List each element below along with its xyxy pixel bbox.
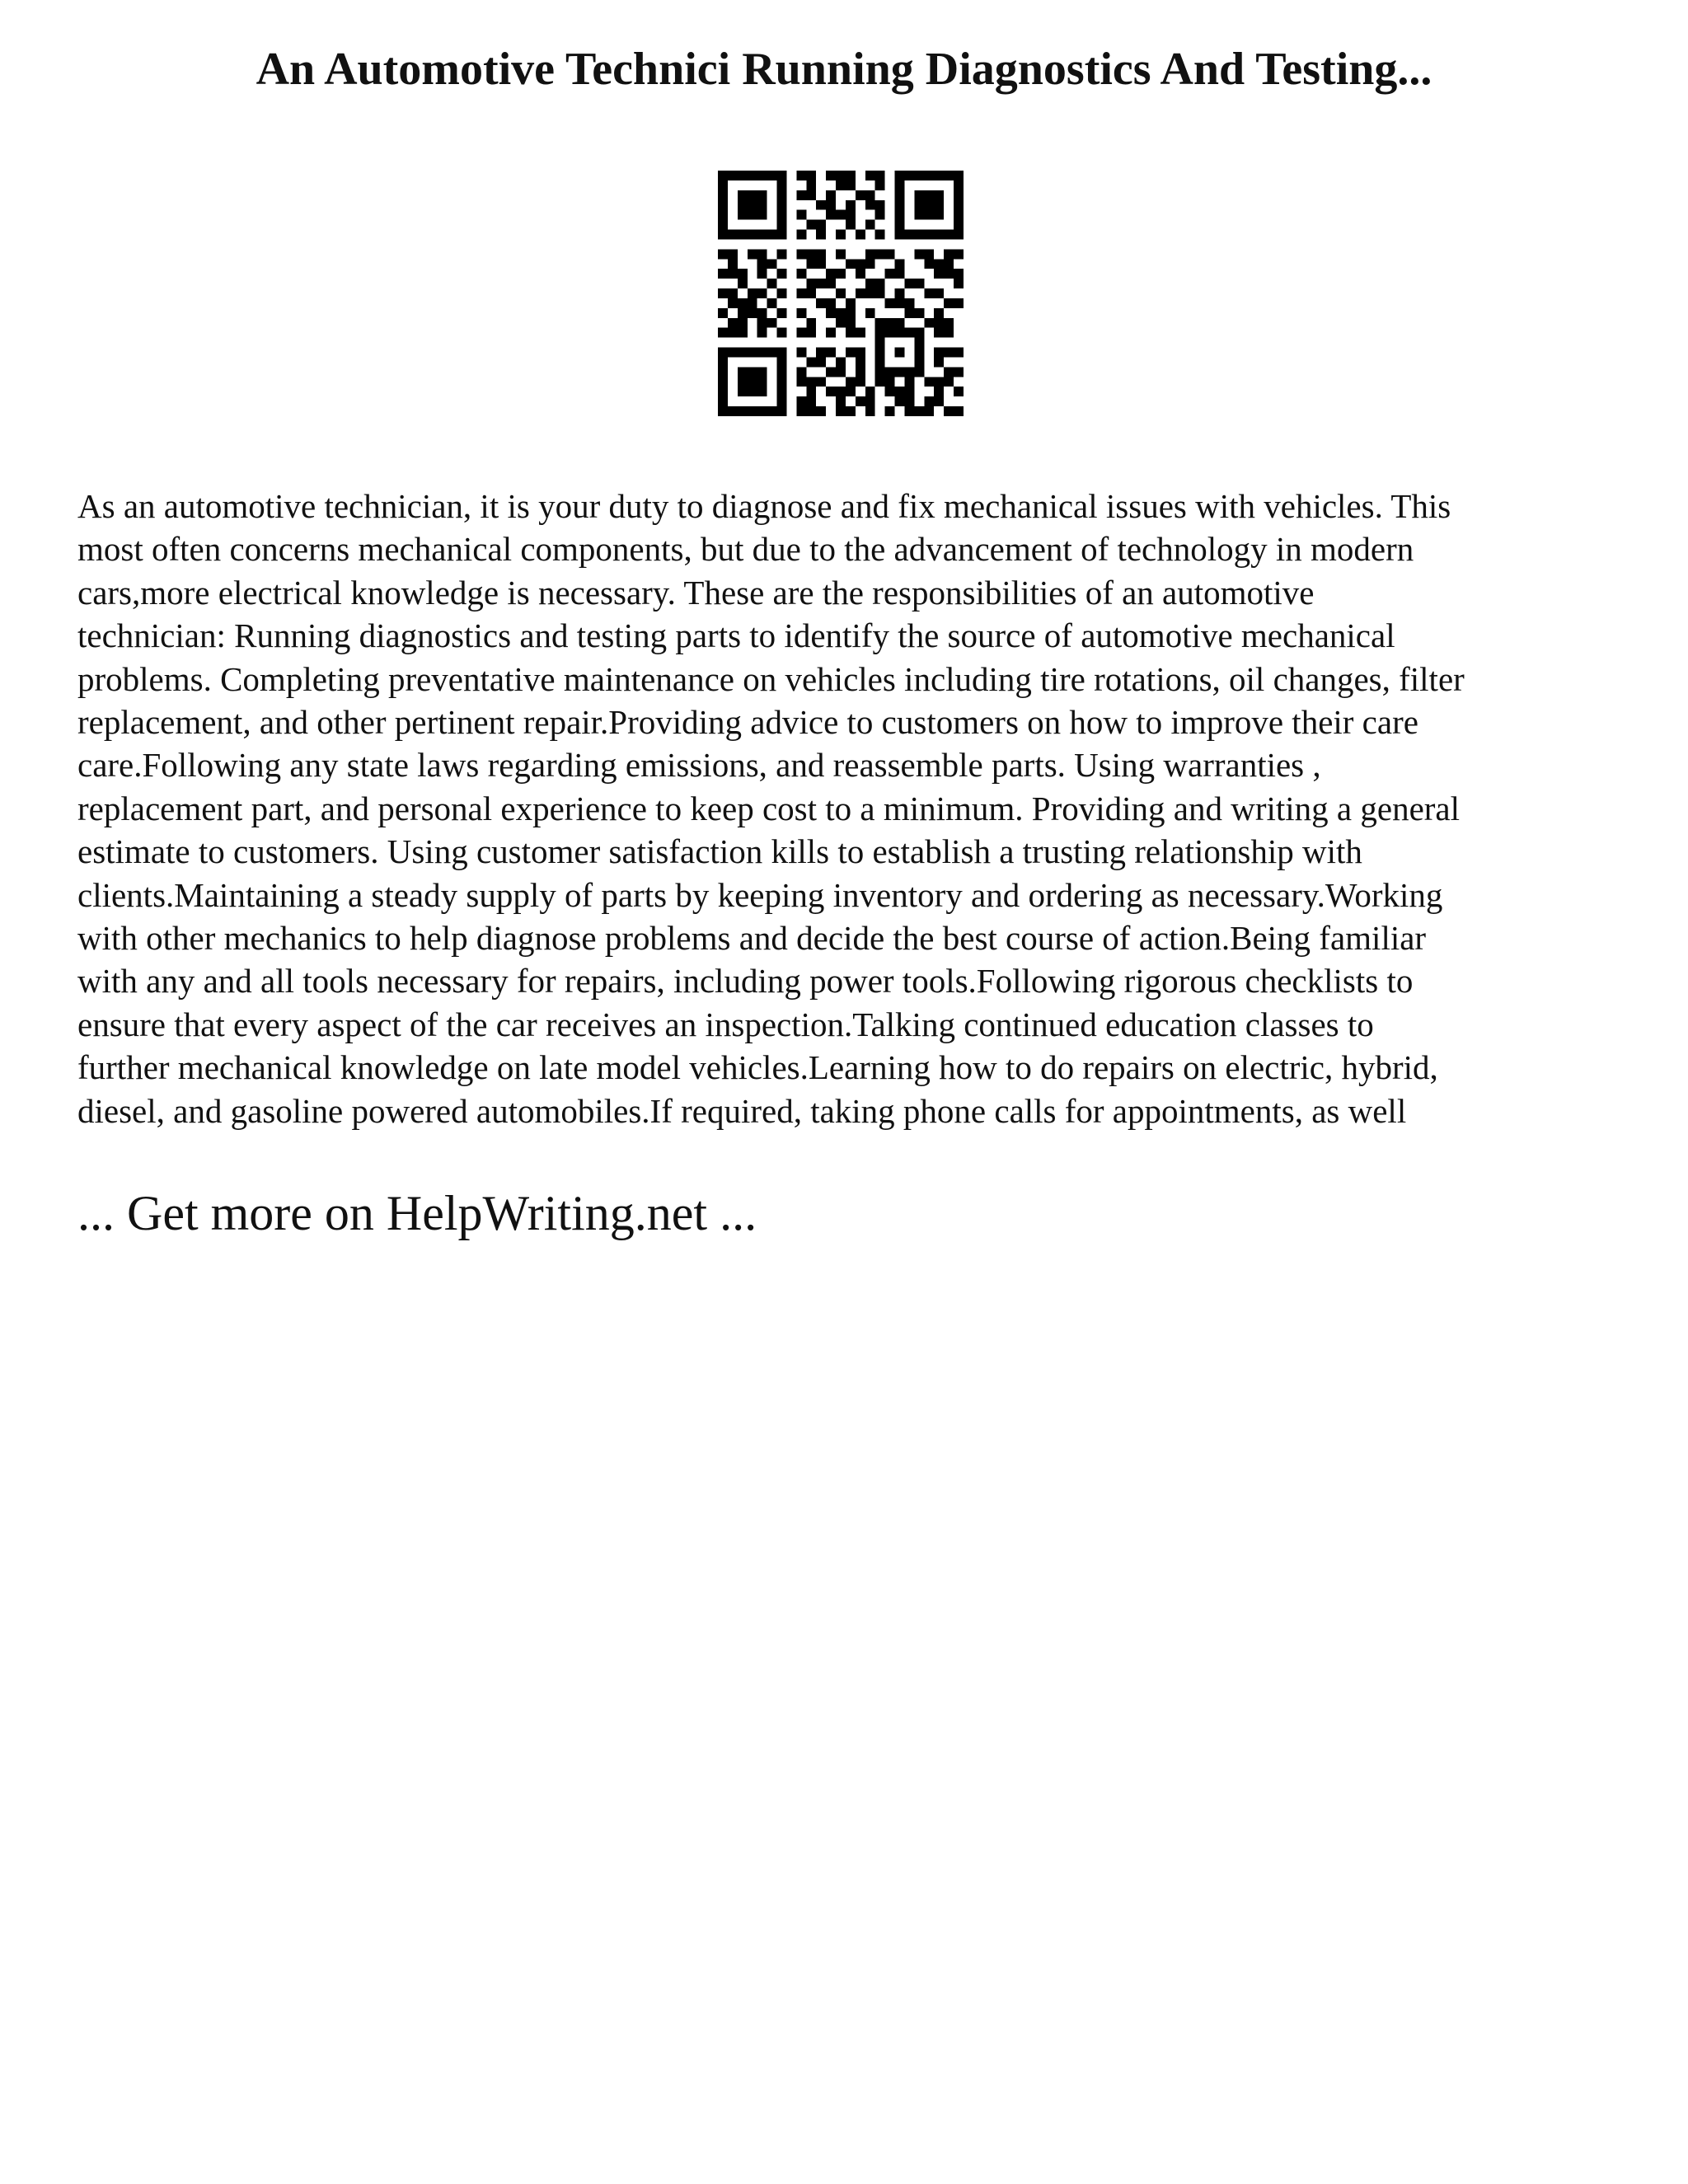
body-line: most often concerns mechanical components, but due to the advancement of technology in modern: [77, 530, 1414, 569]
body-line: further mechanical knowledge on late model vehicles.Learning how to do repairs on electric, hybrid,: [77, 1048, 1438, 1087]
body-line: care.Following any state laws regarding emissions, and reassemble parts. Using warranties ,: [77, 746, 1321, 785]
get-more-link[interactable]: ... Get more on HelpWriting.net ...: [77, 1186, 757, 1240]
body-line: estimate to customers. Using customer satisfaction kills to establish a trusting relationship with: [77, 832, 1362, 871]
page-title: An Automotive Technici Running Diagnostics And Testing...: [256, 44, 1432, 95]
body-line: As an automotive technician, it is your duty to diagnose and fix mechanical issues with vehicles. This: [77, 487, 1451, 525]
body-line: problems. Completing preventative maintenance on vehicles including tire rotations, oil changes, filter: [77, 659, 1465, 698]
body-line: diesel, and gasoline powered automobiles.If required, taking phone calls for appointments, as well: [77, 1091, 1407, 1130]
body-line: replacement part, and personal experience to keep cost to a minimum. Providing and writing a general: [77, 789, 1461, 827]
qr-code-icon: [718, 171, 964, 416]
body-line: cars,more electrical knowledge is necessary. These are the responsibilities of an automotive: [77, 573, 1315, 612]
body-line: with other mechanics to help diagnose problems and decide the best course of action.Being familiar: [77, 919, 1427, 958]
body-line: with any and all tools necessary for repairs, including power tools.Following rigorous checklists to: [77, 962, 1414, 1001]
body-line: technician: Running diagnostics and testing parts to identify the source of automotive mechanical: [77, 616, 1395, 655]
body-text: [77, 485, 1627, 1132]
body-line: replacement, and other pertinent repair.Providing advice to customers on how to improve their care: [77, 703, 1418, 742]
body-line: ensure that every aspect of the car receives an inspection.Talking continued education classes to: [77, 1005, 1374, 1043]
body-line: clients.Maintaining a steady supply of parts by keeping inventory and ordering as necessary.Working: [77, 875, 1443, 914]
